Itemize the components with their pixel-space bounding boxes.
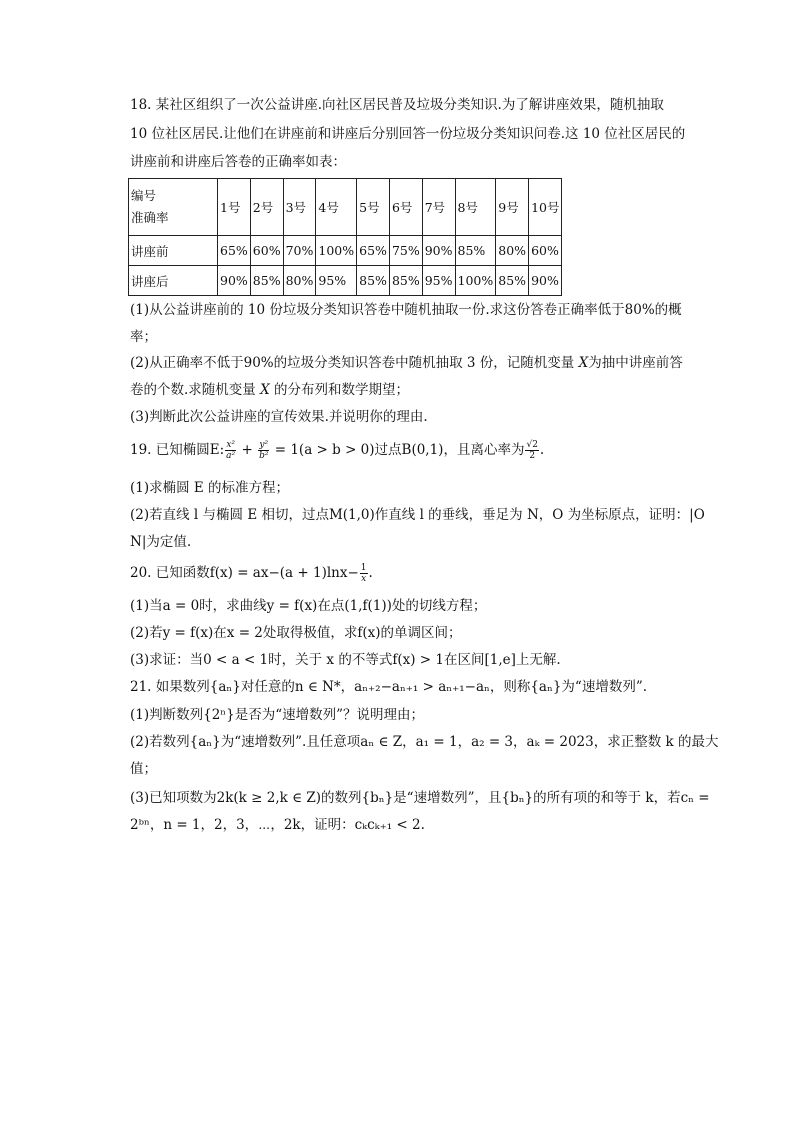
table-cell: 90% xyxy=(529,266,562,296)
q19-stem xyxy=(130,440,544,461)
column-header: 5号 xyxy=(357,179,390,236)
fraction-x2-a2 xyxy=(225,440,236,461)
q18-part2-line-2 xyxy=(130,380,409,400)
q18-part2-line-1 xyxy=(130,353,683,373)
row-label: 讲座后 xyxy=(129,266,218,296)
table-cell: 100% xyxy=(455,266,496,296)
variable-x: X xyxy=(578,355,589,371)
q18-stem-line-2: 10 位社区居民.让他们在讲座前和讲座后分别回答一份垃圾分类知识问卷.这 10 位社区居民的 xyxy=(130,126,686,142)
fraction-denominator: 2 xyxy=(529,451,536,461)
q21-part3-line-2: 2ᵇⁿ，n = 1，2，3，⋯，2k，证明：cₖcₖ₊₁ < 2. xyxy=(130,817,425,833)
table-cell: 90% xyxy=(218,266,251,296)
q19-part1: (1)求椭圆 E 的标准方程； xyxy=(130,480,290,496)
q20-stem xyxy=(130,563,373,584)
period: . xyxy=(539,442,545,458)
q21-part2-line-2: 值； xyxy=(130,761,157,777)
q18-part1-line-2: 率； xyxy=(130,329,157,345)
table-cell: 70% xyxy=(283,236,316,266)
fraction-1-over-x xyxy=(360,563,368,584)
q18-part3: (3)判断此次公益讲座的宣传效果.并说明你的理由. xyxy=(130,409,428,425)
table-cell: 90% xyxy=(422,236,455,266)
accuracy-table xyxy=(128,178,562,296)
column-header: 1号 xyxy=(218,179,251,236)
q18-part2-text: 的分布列和数学期望； xyxy=(269,382,410,398)
q19-part2-line-2: N|为定值. xyxy=(130,534,192,550)
q21-part1: (1)判断数列{2ⁿ}是否为“速增数列”？说明理由； xyxy=(130,707,425,723)
q19-stem-text: 19. 已知椭圆E: xyxy=(130,442,225,458)
q21-stem: 21. 如果数列{aₙ}对任意的n ∈ N*，aₙ₊₂−aₙ₊₁ > aₙ₊₁−aₙ，则称{aₙ}为“速增数列”. xyxy=(130,679,648,695)
fraction-denominator: a² xyxy=(226,451,236,461)
fraction-denominator: b² xyxy=(259,451,269,461)
q18-part1-line-1: (1)从公益讲座前的 10 份垃圾分类知识答卷中随机抽取一份.求这份答卷正确率低于80%的概 xyxy=(130,302,682,318)
table-row xyxy=(129,236,562,266)
q18-part2-text: (2)从正确率不低于90%的垃圾分类知识答卷中随机抽取 3 份，记随机变量 xyxy=(130,355,579,371)
column-header: 9号 xyxy=(496,179,529,236)
column-header: 8号 xyxy=(455,179,496,236)
q21-part2-line-1: (2)若数列{aₙ}为“速增数列”.且任意项aₙ ∈ Z，a₁ = 1，a₂ = 3，aₖ = 2023，求正整数 k 的最大 xyxy=(130,734,719,750)
table-cell: 85% xyxy=(250,266,283,296)
corner-top-label: 编号 xyxy=(131,188,157,203)
column-header: 7号 xyxy=(422,179,455,236)
table-cell: 80% xyxy=(283,266,316,296)
q18-part2-text: 为抽中讲座前答 xyxy=(588,355,683,371)
column-header: 6号 xyxy=(389,179,422,236)
q18-part2-text: 卷的个数.求随机变量 xyxy=(130,382,261,398)
period: . xyxy=(368,565,373,581)
table-cell: 75% xyxy=(389,236,422,266)
table-corner-cell xyxy=(129,179,218,236)
q20-stem-text: 20. 已知函数f(x) = ax−(a + 1)lnx− xyxy=(130,565,359,581)
table-cell: 95% xyxy=(316,266,357,296)
column-header: 4号 xyxy=(316,179,357,236)
table-cell: 85% xyxy=(496,266,529,296)
table-cell: 80% xyxy=(496,236,529,266)
fraction-numerator: x² xyxy=(226,440,235,450)
q18-stem-line-1: 18. 某社区组织了一次公益讲座.向社区居民普及垃圾分类知识.为了解讲座效果，随机抽取 xyxy=(130,97,664,113)
table-cell: 85% xyxy=(455,236,496,266)
column-header: 2号 xyxy=(250,179,283,236)
q18-stem-line-3: 讲座前和讲座后答卷的正确率如表： xyxy=(130,154,346,170)
fraction-numerator: √2 xyxy=(526,440,538,450)
fraction-numerator: 1 xyxy=(360,563,367,573)
plus-sign: + xyxy=(237,442,258,458)
table-header-row xyxy=(129,179,562,236)
table-cell: 60% xyxy=(250,236,283,266)
fraction-numerator: y² xyxy=(259,440,269,450)
fraction-denominator: x xyxy=(361,574,367,584)
q20-part1: (1)当a = 0时，求曲线y = f(x)在点(1,f(1))处的切线方程； xyxy=(130,598,487,614)
column-header: 3号 xyxy=(283,179,316,236)
table-cell: 85% xyxy=(389,266,422,296)
q20-part3: (3)求证：当0 < a < 1时，关于 x 的不等式f(x) > 1在区间[1,e]上无解. xyxy=(130,652,561,668)
fraction-y2-b2 xyxy=(258,440,269,461)
variable-x: X xyxy=(260,382,270,398)
table-cell: 65% xyxy=(357,236,390,266)
q19-part2-line-1: (2)若直线 l 与椭圆 E 相切，过点M(1,0)作直线 l 的垂线，垂足为 N，O 为坐标原点，证明：|O xyxy=(130,507,705,523)
column-header: 10号 xyxy=(529,179,562,236)
table-cell: 95% xyxy=(422,266,455,296)
q20-part2: (2)若y = f(x)在x = 2处取得极值，求f(x)的单调区间； xyxy=(130,625,462,641)
table-cell: 65% xyxy=(218,236,251,266)
table-cell: 100% xyxy=(316,236,357,266)
corner-bottom-label: 准确率 xyxy=(131,210,169,225)
table-cell: 60% xyxy=(529,236,562,266)
table-row xyxy=(129,266,562,296)
row-label: 讲座前 xyxy=(129,236,218,266)
q21-part3-line-1: (3)已知项数为2k(k ≥ 2,k ∈ Z)的数列{bₙ}是“速增数列”，且{bₙ}的所有项的和等于 k，若cₙ = xyxy=(130,790,710,806)
fraction-sqrt2-over-2 xyxy=(525,440,538,461)
q19-stem-text: = 1(a > b > 0)过点B(0,1)，且离心率为 xyxy=(270,442,525,458)
table-cell: 85% xyxy=(357,266,390,296)
